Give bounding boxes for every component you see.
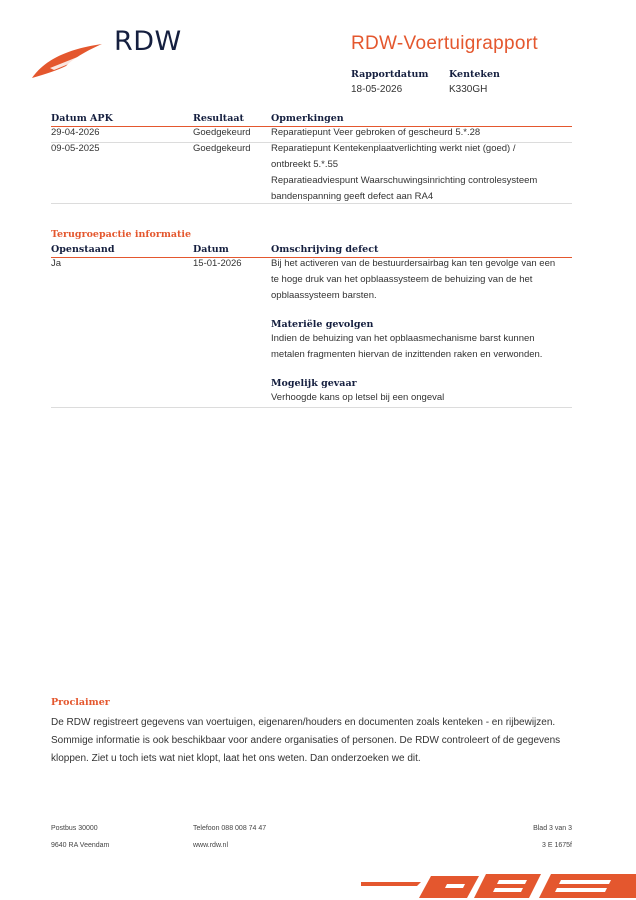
footer-plaats: 9640 RA Veendam — [51, 842, 110, 849]
gevolgen-line: Indien de behuizing van het opblaasmechanisme barst kunnen — [271, 333, 535, 344]
rdw-logo-text: RDW — [114, 26, 182, 57]
proclaimer-text: De RDW registreert gegevens van voertuigen, eigenaren/houders en documenten zoals kenteken - en rijbewijzen. Sommige informatie is ook beschikbaar voor andere organisaties of personen. De RDW controleert of de gegevens kloppen. Ziet u toch iets wat niet klopt, laat het ons weten. Dan onderzoeken we dit. — [51, 717, 561, 764]
gevolgen-title: Materiële gevolgen — [271, 319, 374, 330]
gevaar-title: Mogelijk gevaar — [271, 378, 357, 389]
footer-postbus: Postbus 30000 — [51, 825, 98, 832]
kenteken-value: K330GH — [449, 84, 488, 95]
apk-header-datum: Datum APK — [51, 113, 113, 124]
speed-stripes-icon — [361, 872, 636, 900]
apk-datum-cell: 09-05-2025 — [51, 143, 100, 154]
recall-header-datum: Datum — [193, 244, 229, 255]
row-divider — [51, 407, 572, 408]
footer-code: 3 E 1675f — [542, 842, 572, 849]
apk-resultaat-cell: Goedgekeurd — [193, 143, 251, 154]
recall-defect-line: Bij het activeren van de bestuurdersairbag kan ten gevolge van een — [271, 258, 556, 269]
kenteken-label: Kenteken — [449, 69, 500, 80]
recall-header-openstaand: Openstaand — [51, 244, 115, 255]
footer-telefoon: Telefoon 088 008 74 47 — [193, 825, 267, 832]
apk-datum-cell: 29-04-2026 — [51, 127, 100, 138]
recall-defect-line: opblaassysteem barsten. — [271, 290, 377, 301]
apk-opmerking-line: ontbreekt 5.*.55 — [271, 159, 339, 170]
footer-blad: Blad 3 van 3 — [533, 825, 572, 832]
rapportdatum-value: 18-05-2026 — [351, 84, 403, 95]
recall-openstaand-value: Ja — [51, 258, 62, 269]
proclaimer-title: Proclaimer — [51, 697, 110, 708]
apk-resultaat-cell: Goedgekeurd — [193, 127, 251, 138]
rapportdatum-label: Rapportdatum — [351, 69, 429, 80]
gevolgen-line: metalen fragmenten hiervan de inzittenden raken en verwonden. — [271, 349, 543, 360]
apk-opmerking-line: bandenspanning geeft defect aan RA4 — [271, 191, 434, 202]
page-title: RDW-Voertuigrapport — [351, 33, 538, 54]
apk-opmerking-line: Reparatiepunt Kentekenplaatverlichting werkt niet (goed) / — [271, 143, 516, 154]
row-divider — [51, 203, 572, 204]
recall-header-omschrijving: Omschrijving defect — [271, 244, 379, 255]
rdw-wing-logo-icon — [30, 40, 104, 80]
recall-datum-value: 15-01-2026 — [193, 258, 242, 269]
gevaar-line: Verhoogde kans op letsel bij een ongeval — [271, 392, 445, 403]
apk-opmerking-line: Reparatieadviespunt Waarschuwingsinrichting controlesysteem — [271, 175, 538, 186]
apk-opmerking-line: Reparatiepunt Veer gebroken of gescheurd 5.*.28 — [271, 127, 481, 138]
apk-header-resultaat: Resultaat — [193, 113, 244, 124]
recall-section-title: Terugroepactie informatie — [51, 229, 192, 240]
footer-website: www.rdw.nl — [193, 842, 229, 849]
recall-defect-line: te hoge druk van het opblaassysteem de behuizing van de het — [271, 274, 533, 285]
apk-header-opmerkingen: Opmerkingen — [271, 113, 344, 124]
